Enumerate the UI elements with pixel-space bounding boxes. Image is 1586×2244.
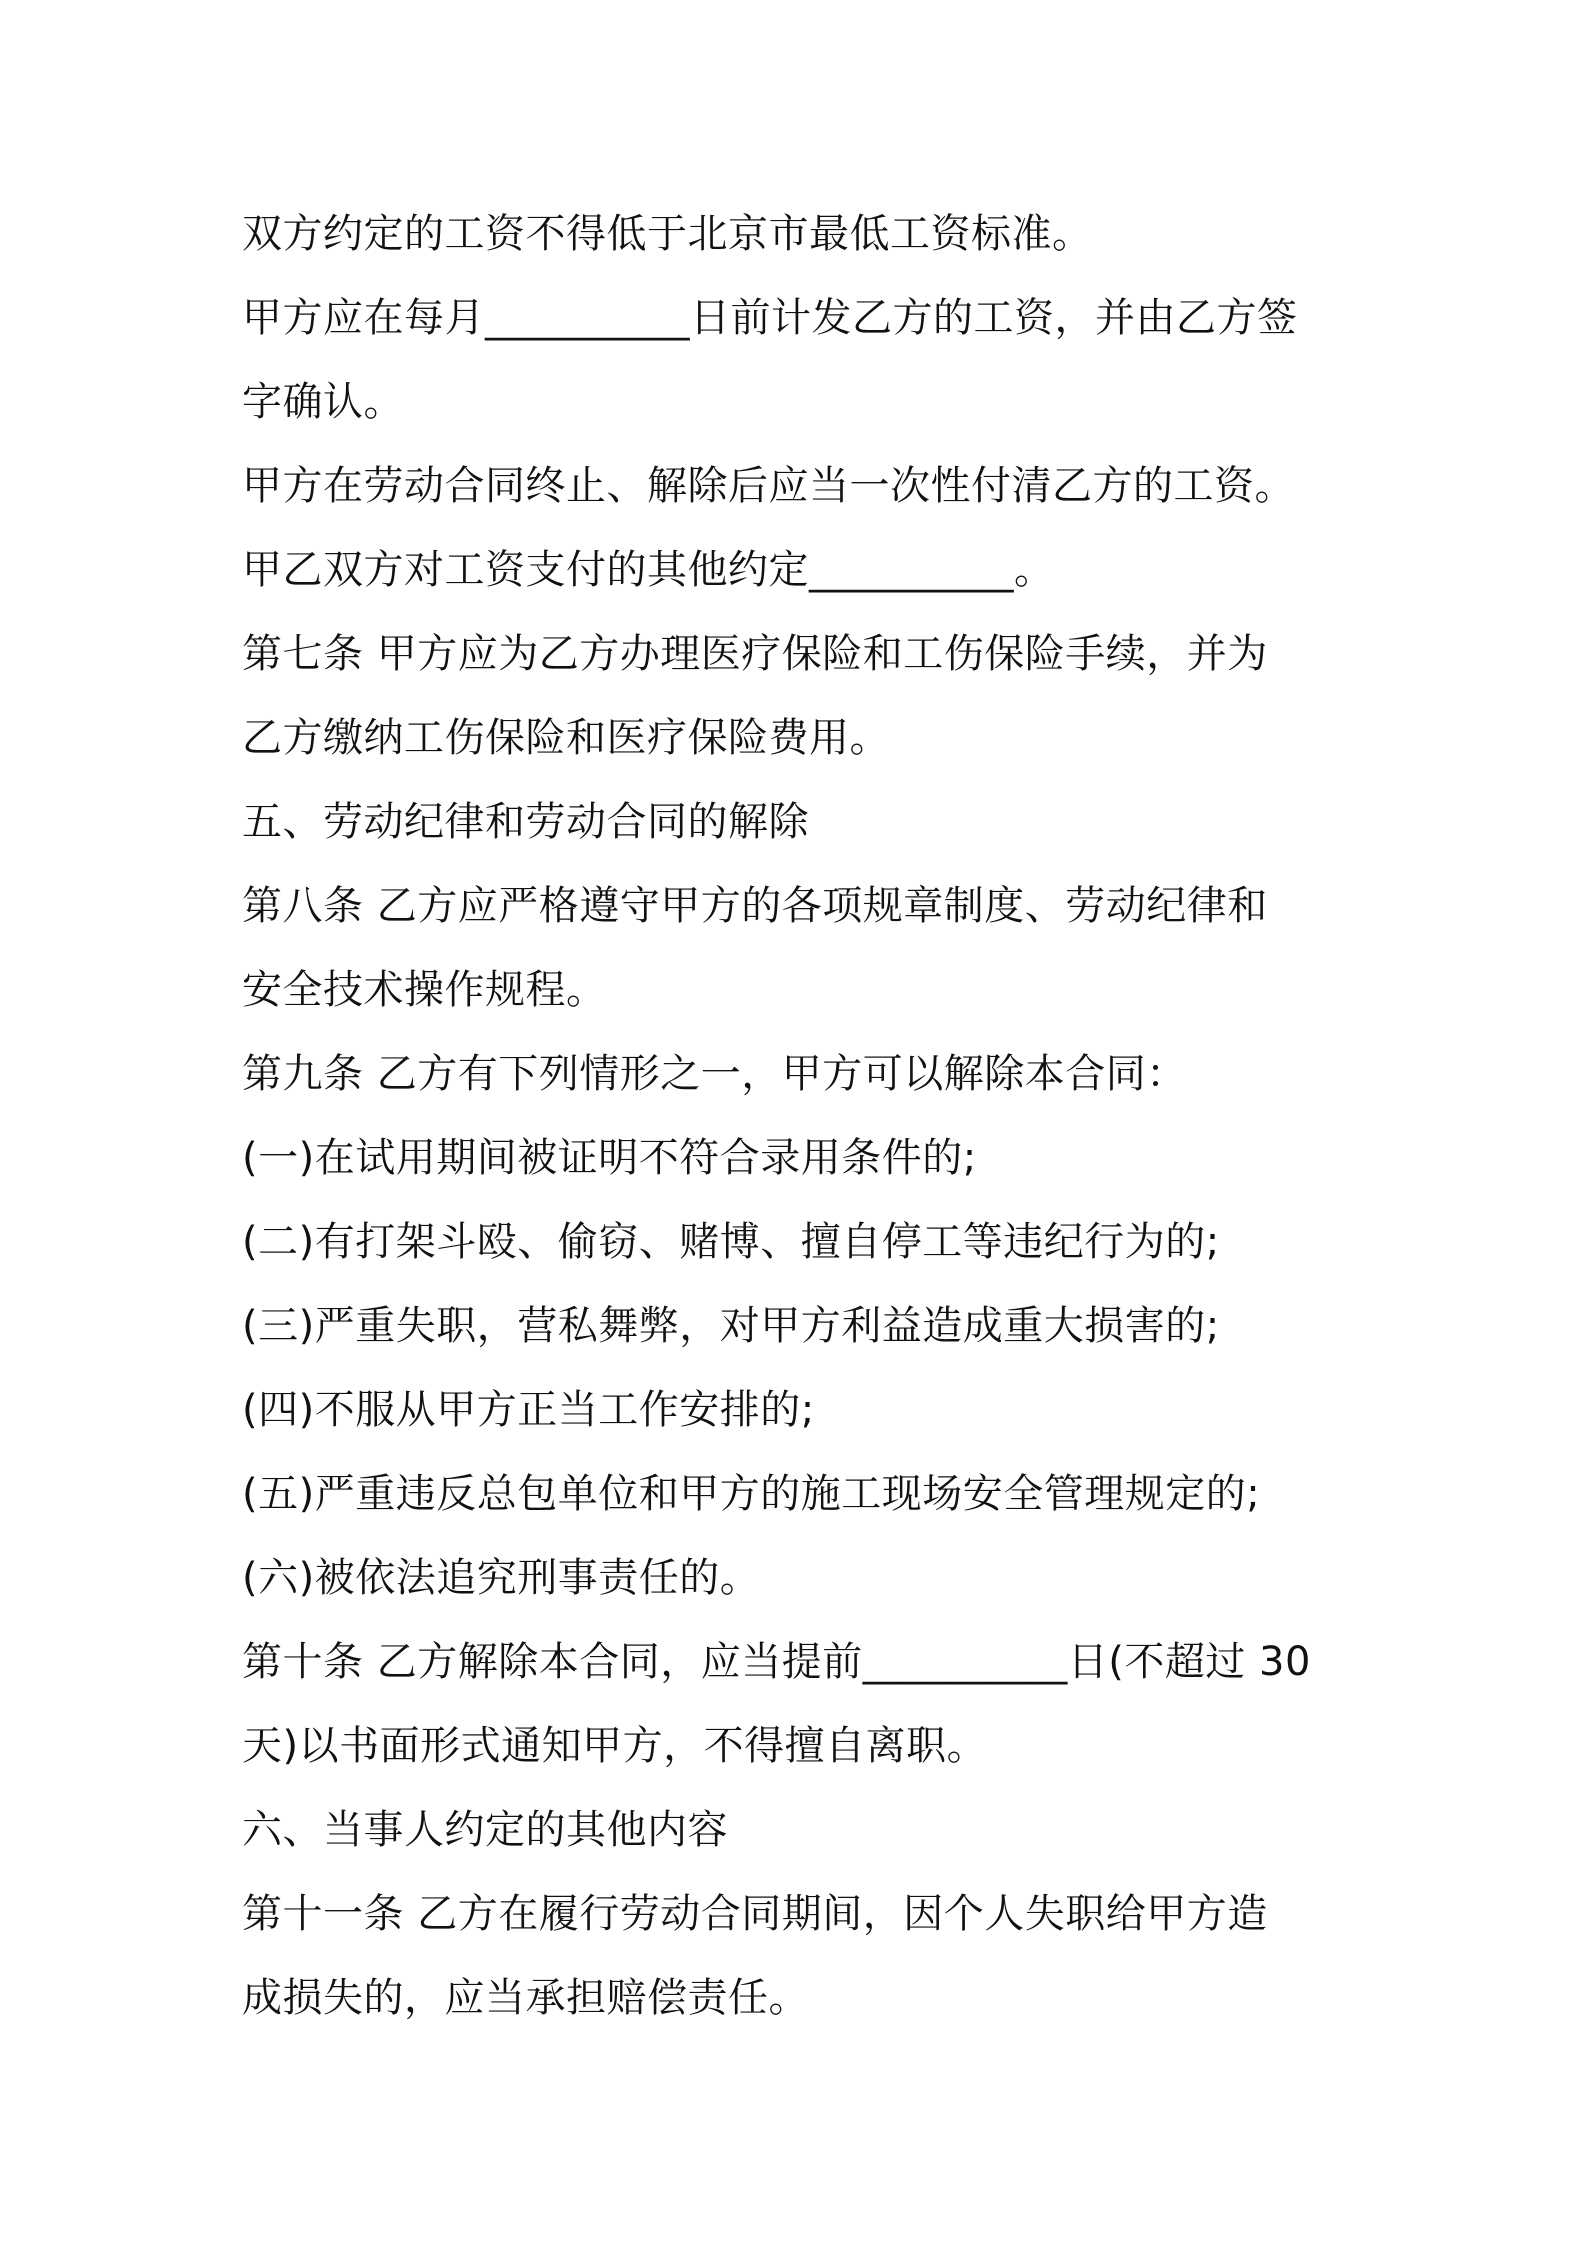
text-line: 第九条 乙方有下列情形之一，甲方可以解除本合同： bbox=[242, 1051, 1187, 1097]
list-item: (六)被依法追究刑事责任的。 bbox=[242, 1555, 761, 1601]
text-line: 天)以书面形式通知甲方，不得擅自离职。 bbox=[242, 1723, 988, 1769]
text-line: 成损失的，应当承担赔偿责任。 bbox=[242, 1975, 809, 2021]
section-heading: 六、当事人约定的其他内容 bbox=[242, 1807, 728, 1853]
list-item: (四)不服从甲方正当工作安排的; bbox=[242, 1387, 815, 1433]
text-line: 第十一条 乙方在履行劳动合同期间，因个人失职给甲方造 bbox=[242, 1891, 1268, 1937]
document-body bbox=[242, 192, 1362, 2040]
text-line: 甲乙双方对工资支付的其他约定__________。 bbox=[242, 547, 1055, 593]
list-item: (五)严重违反总包单位和甲方的施工现场安全管理规定的; bbox=[242, 1471, 1261, 1517]
list-item: (三)严重失职，营私舞弊，对甲方利益造成重大损害的; bbox=[242, 1303, 1220, 1349]
list-item: (二)有打架斗殴、偷窃、赌博、擅自停工等违纪行为的; bbox=[242, 1219, 1220, 1265]
text-line: 第十条 乙方解除本合同，应当提前__________日(不超过 30 bbox=[242, 1639, 1311, 1685]
text-line: 第七条 甲方应为乙方办理医疗保险和工伤保险手续，并为 bbox=[242, 631, 1268, 677]
text-line: 乙方缴纳工伤保险和医疗保险费用。 bbox=[242, 715, 890, 761]
text-line: 安全技术操作规程。 bbox=[242, 967, 607, 1013]
text-line: 第八条 乙方应严格遵守甲方的各项规章制度、劳动纪律和 bbox=[242, 883, 1268, 929]
list-item: (一)在试用期间被证明不符合录用条件的; bbox=[242, 1135, 977, 1181]
text-line: 字确认。 bbox=[242, 379, 404, 425]
text-line: 甲方在劳动合同终止、解除后应当一次性付清乙方的工资。 bbox=[242, 463, 1295, 509]
section-heading: 五、劳动纪律和劳动合同的解除 bbox=[242, 799, 809, 845]
text-line: 双方约定的工资不得低于北京市最低工资标准。 bbox=[242, 211, 1093, 257]
text-line: 甲方应在每月__________日前计发乙方的工资，并由乙方签 bbox=[242, 295, 1298, 341]
